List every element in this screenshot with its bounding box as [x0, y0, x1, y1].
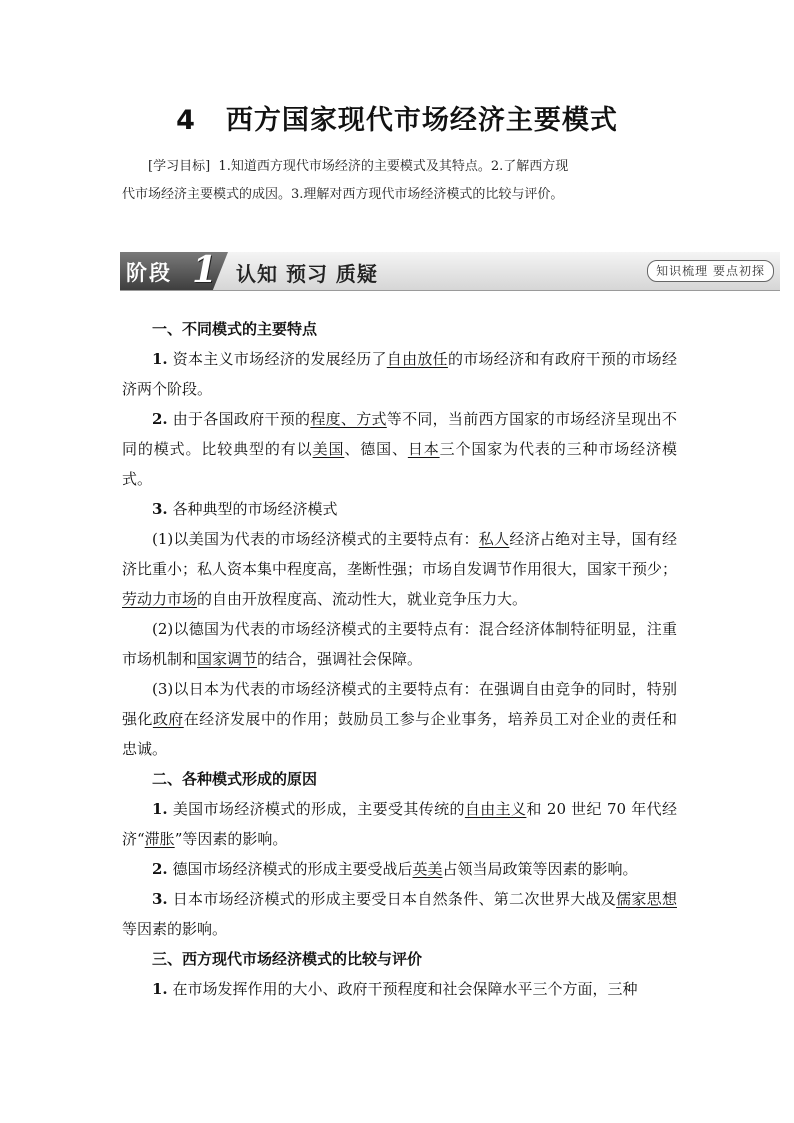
- stage-label: 阶段: [126, 261, 172, 285]
- answer-blank: 美国: [312, 440, 345, 458]
- stage-tag: 知识梳理 要点初探: [647, 260, 774, 282]
- answer-blank: 日本: [407, 440, 440, 458]
- lesson-title: [0, 98, 794, 137]
- lesson-number: 4: [176, 105, 196, 136]
- answer-blank: 自由放任: [386, 350, 448, 368]
- paragraph: 2. 由于各国政府干预的程度、方式等不同，当前西方国家的市场经济呈现出不同的模式。比较典型的有以美国、德国、日本三个国家为代表的三种市场经济模式。: [122, 410, 677, 488]
- paragraph: 1. 在市场发挥作用的大小、政府干预程度和社会保障水平三个方面，三种: [152, 980, 638, 998]
- objectives-label: [学习目标]: [148, 159, 211, 174]
- answer-blank: 英美: [412, 860, 443, 878]
- lesson-title-text: 西方国家现代市场经济主要模式: [225, 105, 618, 136]
- answer-blank: 滞胀: [144, 830, 175, 848]
- learning-objectives: [122, 153, 677, 209]
- main-content: [122, 314, 677, 1004]
- paragraph: 3. 日本市场经济模式的形成主要受日本自然条件、第二次世界大战及儒家思想等因素的影响。: [122, 890, 677, 938]
- paragraph: 3. 各种典型的市场经济模式: [152, 500, 338, 518]
- paragraph: 1. 资本主义市场经济的发展经历了自由放任的市场经济和有政府干预的市场经济两个阶段。: [122, 350, 677, 398]
- answer-blank: 私人: [478, 530, 510, 548]
- section-heading: 三、西方现代市场经济模式的比较与评价: [152, 950, 423, 968]
- paragraph: (2)以德国为代表的市场经济模式的主要特点有：混合经济体制特征明显，注重市场机制和国家调节的结合，强调社会保障。: [122, 620, 677, 668]
- section-heading: 二、各种模式形成的原因: [152, 770, 318, 788]
- paragraph: 2. 德国市场经济模式的形成主要受战后英美占领当局政策等因素的影响。: [152, 860, 638, 878]
- answer-blank: 政府: [152, 710, 184, 728]
- paragraph: 1. 美国市场经济模式的形成，主要受其传统的自由主义和 20 世纪 70 年代经济“滞胀”等因素的影响。: [122, 800, 677, 848]
- paragraph: (3)以日本为代表的市场经济模式的主要特点有：在强调自由竞争的同时，特别强化政府在经济发展中的作用；鼓励员工参与企业事务，培养员工对企业的责任和忠诚。: [122, 680, 677, 758]
- stage-number: 1: [192, 249, 218, 291]
- stage-title: 认知 预习 质疑: [236, 262, 378, 286]
- section-heading: 一、不同模式的主要特点: [152, 320, 318, 338]
- objectives-line-2: 代市场经济主要模式的成因。3.理解对西方现代市场经济模式的比较与评价。: [122, 187, 564, 202]
- answer-blank: 自由主义: [464, 800, 527, 818]
- paragraph: (1)以美国为代表的市场经济模式的主要特点有：私人经济占绝对主导，国有经济比重小；私人资本集中程度高，垄断性强；市场自发调节作用很大，国家干预少；劳动力市场的自由开放程度高、流动性大，就业竞争压力大。: [122, 530, 678, 608]
- answer-blank: 劳动力市场: [122, 590, 198, 608]
- answer-blank: 儒家思想: [616, 890, 677, 908]
- answer-blank: 程度、方式: [310, 410, 387, 428]
- answer-blank: 国家调节: [197, 650, 258, 668]
- objectives-line-1: [学习目标] 1.知道西方现代市场经济的主要模式及其特点。2.了解西方现: [148, 159, 569, 174]
- stage-banner: [120, 249, 780, 291]
